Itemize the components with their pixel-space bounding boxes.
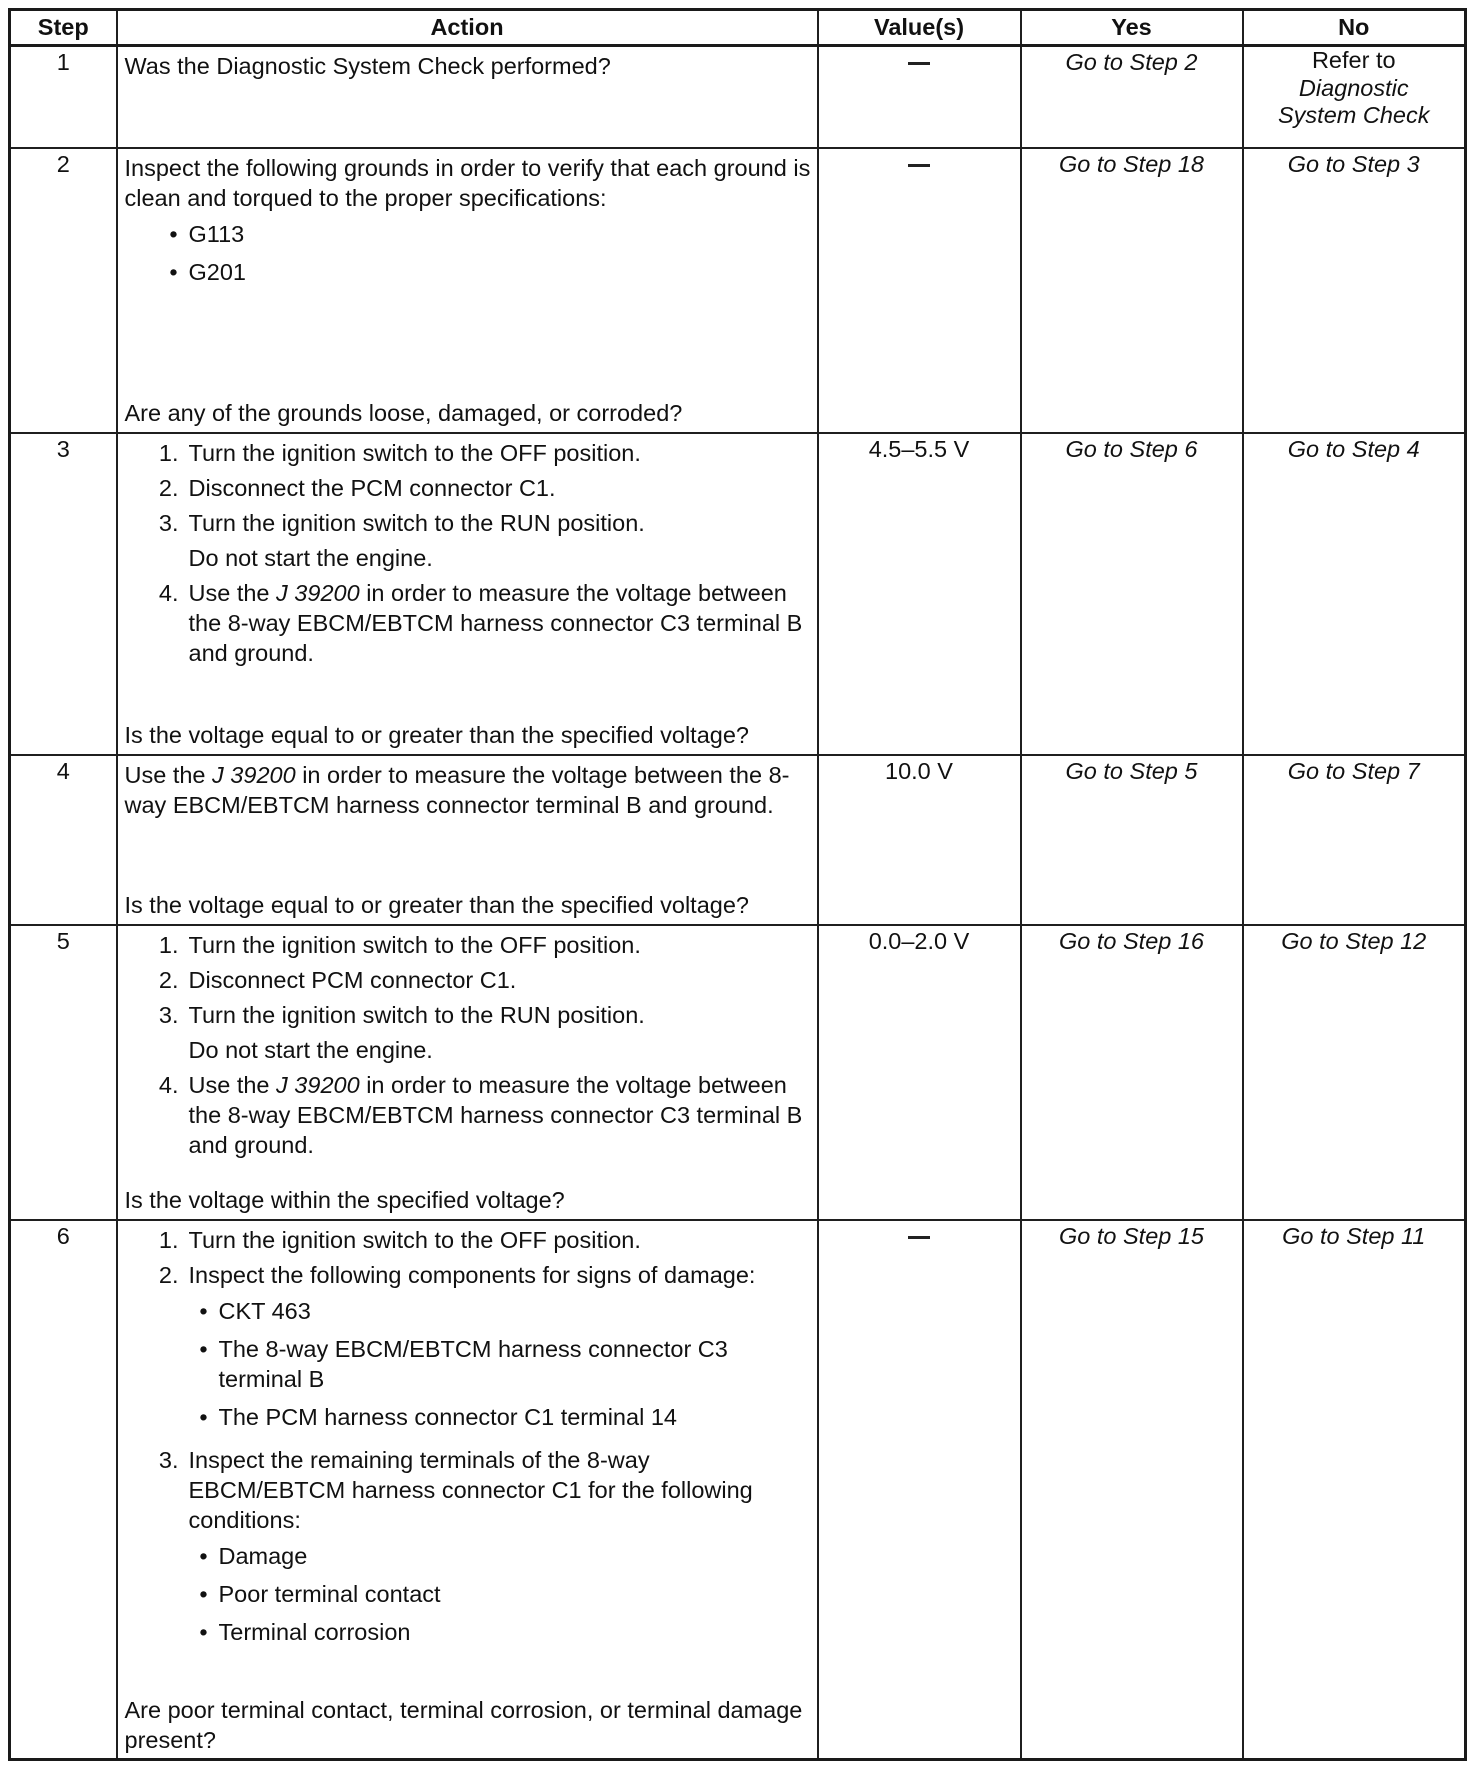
component-list	[189, 1296, 811, 1432]
header-step: Step	[10, 10, 117, 46]
tool-name: J 39200	[276, 579, 360, 606]
list-item: • The 8-way EBCM/EBTCM harness connector C3 terminal B	[199, 1335, 728, 1392]
header-action: Action	[117, 10, 818, 46]
dash-icon	[908, 1236, 930, 1239]
action-question: Is the voltage within the specified voltage?	[124, 1187, 565, 1214]
ground-list	[159, 219, 811, 287]
action-cell	[117, 755, 818, 925]
action-text: Use the J 39200 in order to measure the voltage between the 8-way EBCM/EBTCM harness connector terminal B and ground.	[124, 761, 790, 818]
table-row	[10, 1220, 1466, 1760]
list-item: 2. Disconnect PCM connector C1.	[158, 966, 517, 993]
step-number: 3	[10, 433, 117, 755]
list-item: 3. Inspect the remaining terminals of the 8-way EBCM/EBTCM harness connector C1 for the following conditions: • Damage • Poor terminal contact • Terminal corrosion	[125, 1445, 811, 1655]
dash-icon	[908, 164, 930, 167]
yes-cell: Go to Step 16	[1021, 925, 1243, 1220]
action-question: Are any of the grounds loose, damaged, or corroded?	[124, 400, 683, 427]
diagnostic-table	[8, 8, 1467, 1761]
yes-cell: Go to Step 18	[1021, 148, 1243, 433]
action-intro: Inspect the following grounds in order to verify that each ground is clean and torqued to the proper specifications:	[124, 154, 811, 211]
ref-line-system-check: System Check	[1278, 102, 1430, 129]
header-yes: Yes	[1021, 10, 1243, 46]
table-row	[10, 755, 1466, 925]
no-cell: Go to Step 3	[1243, 148, 1466, 433]
yes-cell: Go to Step 5	[1021, 755, 1243, 925]
step-number: 4	[10, 755, 117, 925]
list-item: • Terminal corrosion	[199, 1619, 411, 1646]
procedure-list	[125, 1225, 811, 1661]
table-row	[10, 433, 1466, 755]
value-cell: 10.0 V	[818, 755, 1021, 925]
sub-note: Do not start the engine.	[188, 1036, 433, 1063]
list-item: 2. Disconnect the PCM connector C1.	[158, 474, 556, 501]
action-question: Is the voltage equal to or greater than the specified voltage?	[124, 722, 749, 749]
list-item: 4. Use the J 39200 in order to measure the voltage between the 8-way EBCM/EBTCM harness connector C3 terminal B and ground.	[158, 1071, 803, 1158]
procedure-list	[125, 438, 811, 674]
table-row	[10, 925, 1466, 1220]
table-row	[10, 46, 1466, 148]
value-cell: 4.5–5.5 V	[818, 433, 1021, 755]
yes-cell: Go to Step 2	[1021, 46, 1243, 148]
value-cell: 0.0–2.0 V	[818, 925, 1021, 1220]
list-item: • The PCM harness connector C1 terminal 14	[199, 1403, 677, 1430]
list-item: 1. Turn the ignition switch to the OFF position.	[158, 931, 641, 958]
action-cell	[117, 148, 818, 433]
procedure-list	[125, 930, 811, 1166]
step-number: 2	[10, 148, 117, 433]
condition-list	[189, 1541, 811, 1647]
refer-to: Refer to	[1311, 47, 1396, 73]
action-question: Are poor terminal contact, terminal corrosion, or terminal damage present?	[124, 1696, 803, 1753]
table-row	[10, 148, 1466, 433]
value-cell	[818, 1220, 1021, 1760]
value-cell	[818, 46, 1021, 148]
list-item: • G113	[169, 220, 245, 247]
no-cell	[1243, 46, 1466, 148]
no-cell: Go to Step 4	[1243, 433, 1466, 755]
list-item: 1. Turn the ignition switch to the OFF position.	[158, 1226, 641, 1253]
tool-name: J 39200	[276, 1071, 360, 1098]
header-no: No	[1243, 10, 1466, 46]
list-item: 3. Turn the ignition switch to the RUN position. Do not start the engine.	[125, 1000, 811, 1065]
action-cell	[117, 925, 818, 1220]
action-question: Is the voltage equal to or greater than the specified voltage?	[124, 892, 749, 919]
list-item: • G201	[169, 258, 246, 285]
list-item: • Poor terminal contact	[199, 1581, 441, 1608]
yes-cell: Go to Step 15	[1021, 1220, 1243, 1760]
header-row	[10, 10, 1466, 46]
list-item: • CKT 463	[199, 1297, 311, 1324]
step-number: 6	[10, 1220, 117, 1760]
value-cell	[818, 148, 1021, 433]
action-cell	[117, 46, 818, 148]
list-item: • Damage	[199, 1543, 308, 1570]
no-cell: Go to Step 12	[1243, 925, 1466, 1220]
action-cell	[117, 433, 818, 755]
step-number: 1	[10, 46, 117, 148]
list-item: 2. Inspect the following components for signs of damage: • CKT 463 • The 8-way EBCM/EBTCM harness connector C3 terminal B • The PCM harness connector C1 terminal 14	[125, 1260, 811, 1440]
action-cell	[117, 1220, 818, 1760]
no-cell: Go to Step 7	[1243, 755, 1466, 925]
no-cell: Go to Step 11	[1243, 1220, 1466, 1760]
dash-icon	[908, 62, 930, 65]
action-question: Was the Diagnostic System Check performed?	[124, 53, 611, 79]
list-item: 4. Use the J 39200 in order to measure the voltage between the 8-way EBCM/EBTCM harness connector C3 terminal B and ground.	[158, 579, 803, 666]
ref-line-diagnostic: Diagnostic	[1298, 74, 1409, 101]
step-number: 5	[10, 925, 117, 1220]
list-item: 3. Turn the ignition switch to the RUN position. Do not start the engine.	[125, 508, 811, 573]
tool-name: J 39200	[212, 761, 296, 788]
header-values: Value(s)	[818, 10, 1021, 46]
list-item: 1. Turn the ignition switch to the OFF position.	[158, 439, 641, 466]
yes-cell: Go to Step 6	[1021, 433, 1243, 755]
sub-note: Do not start the engine.	[188, 544, 433, 571]
